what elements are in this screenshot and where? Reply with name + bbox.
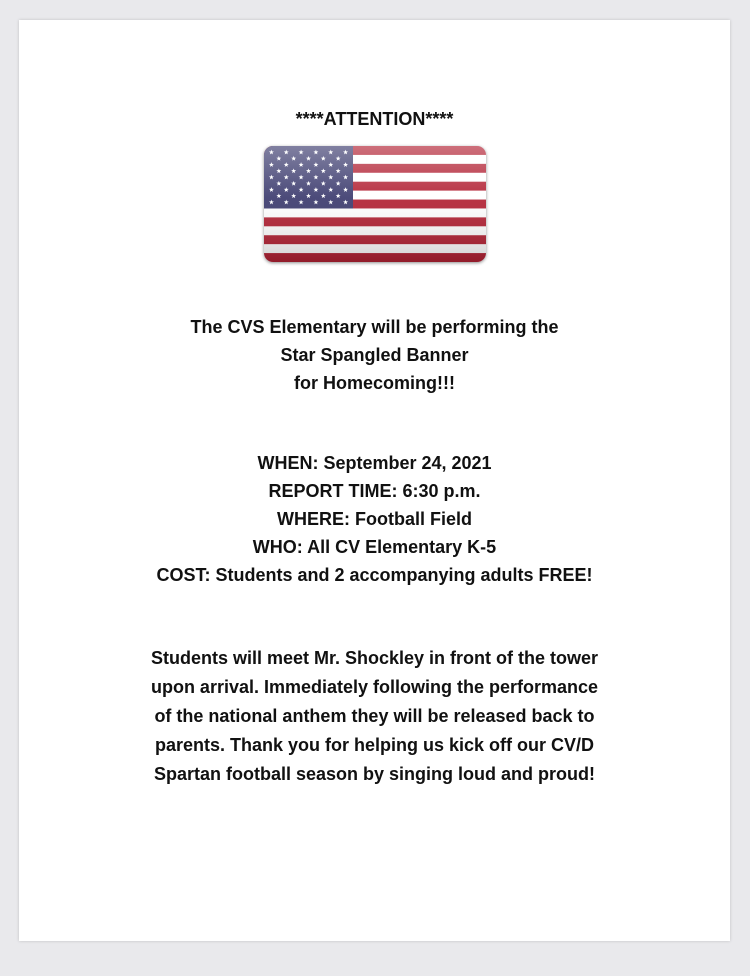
notes-line: of the national anthem they will be released back to xyxy=(154,706,595,726)
detail-who: WHO: All CV Elementary K-5 xyxy=(252,537,497,557)
event-details xyxy=(19,449,730,589)
us-flag-icon xyxy=(264,146,486,262)
attention-heading-text: ****ATTENTION**** xyxy=(295,109,454,129)
notes-line: parents. Thank you for helping us kick off our CV/D xyxy=(154,735,595,755)
notes-line: Students will meet Mr. Shockley in front of the tower xyxy=(150,648,599,668)
intro-line: for Homecoming!!! xyxy=(294,373,455,393)
intro-line: Star Spangled Banner xyxy=(280,345,469,365)
detail-when: WHEN: September 24, 2021 xyxy=(257,453,492,473)
detail-report-time: REPORT TIME: 6:30 p.m. xyxy=(268,481,481,501)
intro-paragraph xyxy=(19,313,730,397)
notes-line: upon arrival. Immediately following the performance xyxy=(150,677,599,697)
notes-line: Spartan football season by singing loud and proud! xyxy=(153,764,595,784)
notes-paragraph xyxy=(19,644,730,789)
detail-cost: COST: Students and 2 accompanying adults FREE! xyxy=(156,565,593,585)
intro-line: The CVS Elementary will be performing the xyxy=(190,317,559,337)
attention-heading xyxy=(19,108,730,130)
flyer-page xyxy=(19,20,730,941)
detail-where: WHERE: Football Field xyxy=(277,509,472,529)
